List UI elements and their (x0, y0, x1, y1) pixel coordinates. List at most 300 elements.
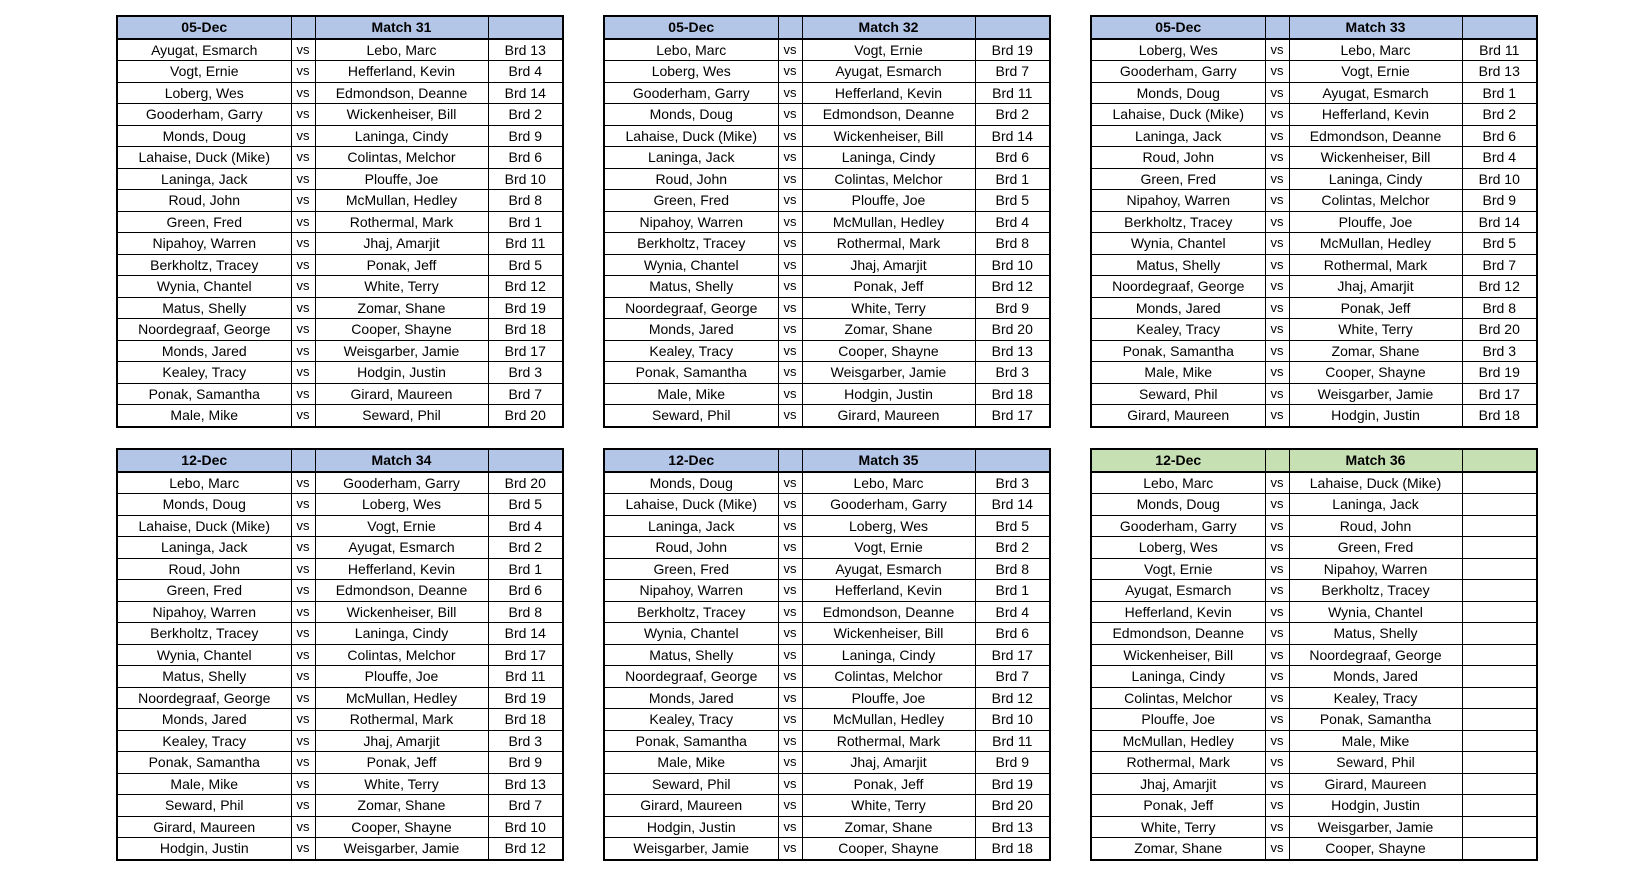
table-row (1091, 816, 1537, 838)
board-cell: Brd 8 (488, 601, 563, 623)
table-row (604, 687, 1050, 709)
player-2-cell: Ayugat, Esmarch (1289, 82, 1462, 104)
board-cell (1462, 838, 1537, 860)
player-2-cell: Ayugat, Esmarch (802, 558, 975, 580)
board-cell: Brd 8 (488, 190, 563, 212)
match-table (1090, 448, 1538, 861)
table-row (604, 319, 1050, 341)
match-date: 05-Dec (117, 16, 291, 39)
board-cell: Brd 17 (975, 644, 1050, 666)
vs-cell: vs (291, 383, 315, 405)
player-2-cell: Plouffe, Joe (315, 168, 488, 190)
player-2-cell: Vogt, Ernie (802, 537, 975, 559)
table-row (117, 601, 563, 623)
vs-cell: vs (778, 644, 802, 666)
player-2-cell: Ponak, Jeff (802, 276, 975, 298)
table-row (117, 773, 563, 795)
board-cell: Brd 13 (488, 773, 563, 795)
board-cell: Brd 5 (975, 190, 1050, 212)
player-2-cell: Girard, Maureen (802, 405, 975, 427)
player-2-cell: Rothermal, Mark (315, 709, 488, 731)
table-row (117, 125, 563, 147)
vs-cell: vs (291, 297, 315, 319)
table-row (117, 190, 563, 212)
player-2-cell: McMullan, Hedley (802, 709, 975, 731)
table-row (604, 104, 1050, 126)
board-cell: Brd 14 (1462, 211, 1537, 233)
player-1-cell: Seward, Phil (1091, 383, 1265, 405)
player-1-cell: Colintas, Melchor (1091, 687, 1265, 709)
match-table (603, 15, 1051, 428)
player-2-cell: Jhaj, Amarjit (1289, 276, 1462, 298)
player-2-cell: White, Terry (315, 773, 488, 795)
player-1-cell: Roud, John (117, 190, 291, 212)
player-2-cell: Ponak, Jeff (315, 752, 488, 774)
player-2-cell: Weisgarber, Jamie (802, 362, 975, 384)
player-1-cell: Gooderham, Garry (117, 104, 291, 126)
player-1-cell: Noordegraaf, George (604, 666, 778, 688)
player-2-cell: Jhaj, Amarjit (802, 752, 975, 774)
table-row (1091, 61, 1537, 83)
board-cell: Brd 6 (488, 580, 563, 602)
player-1-cell: Green, Fred (604, 558, 778, 580)
board-cell: Brd 6 (488, 147, 563, 169)
board-cell: Brd 20 (1462, 319, 1537, 341)
player-1-cell: Laninga, Jack (1091, 125, 1265, 147)
table-row (117, 276, 563, 298)
table-row (1091, 795, 1537, 817)
board-cell: Brd 17 (1462, 383, 1537, 405)
board-cell: Brd 2 (488, 537, 563, 559)
board-cell: Brd 1 (1462, 82, 1537, 104)
vs-cell: vs (1265, 537, 1289, 559)
board-cell: Brd 7 (975, 61, 1050, 83)
player-2-cell: McMullan, Hedley (315, 190, 488, 212)
table-row (1091, 82, 1537, 104)
player-1-cell: Wickenheiser, Bill (1091, 644, 1265, 666)
player-1-cell: Berkholtz, Tracey (1091, 211, 1265, 233)
board-cell: Brd 14 (488, 623, 563, 645)
table-row (117, 211, 563, 233)
player-2-cell: Plouffe, Joe (802, 190, 975, 212)
player-1-cell: Ayugat, Esmarch (117, 39, 291, 61)
vs-cell: vs (1265, 601, 1289, 623)
player-2-cell: Rothermal, Mark (802, 730, 975, 752)
player-2-cell: Girard, Maureen (1289, 773, 1462, 795)
table-row (604, 168, 1050, 190)
table-row (117, 494, 563, 516)
header-blank-cell (291, 449, 315, 472)
player-1-cell: Monds, Jared (604, 319, 778, 341)
player-2-cell: Hefferland, Kevin (315, 558, 488, 580)
player-1-cell: Monds, Doug (604, 472, 778, 494)
board-cell: Brd 3 (488, 362, 563, 384)
board-cell: Brd 17 (975, 405, 1050, 427)
match-date: 05-Dec (1091, 16, 1265, 39)
player-1-cell: Lebo, Marc (117, 472, 291, 494)
player-1-cell: Male, Mike (604, 383, 778, 405)
player-1-cell: Wynia, Chantel (1091, 233, 1265, 255)
player-2-cell: Laninga, Cindy (315, 623, 488, 645)
board-cell: Brd 8 (975, 233, 1050, 255)
player-1-cell: Monds, Doug (1091, 494, 1265, 516)
player-1-cell: Matus, Shelly (1091, 254, 1265, 276)
vs-cell: vs (291, 405, 315, 427)
table-row (604, 816, 1050, 838)
player-2-cell: Zomar, Shane (1289, 340, 1462, 362)
vs-cell: vs (778, 147, 802, 169)
player-2-cell: McMullan, Hedley (1289, 233, 1462, 255)
player-1-cell: Lebo, Marc (1091, 472, 1265, 494)
player-2-cell: Zomar, Shane (315, 297, 488, 319)
player-2-cell: Hefferland, Kevin (802, 580, 975, 602)
vs-cell: vs (1265, 730, 1289, 752)
match-title: Match 36 (1289, 449, 1462, 472)
table-row (1091, 319, 1537, 341)
board-cell: Brd 3 (1462, 340, 1537, 362)
player-2-cell: Plouffe, Joe (802, 687, 975, 709)
table-row (117, 104, 563, 126)
table-row (1091, 494, 1537, 516)
table-row (117, 537, 563, 559)
board-cell: Brd 19 (1462, 362, 1537, 384)
player-2-cell: Colintas, Melchor (1289, 190, 1462, 212)
player-1-cell: Lahaise, Duck (Mike) (604, 494, 778, 516)
board-cell: Brd 2 (975, 537, 1050, 559)
vs-cell: vs (1265, 687, 1289, 709)
board-cell: Brd 1 (488, 558, 563, 580)
board-cell (1462, 515, 1537, 537)
board-cell (1462, 601, 1537, 623)
board-cell: Brd 4 (1462, 147, 1537, 169)
board-cell: Brd 19 (975, 39, 1050, 61)
vs-cell: vs (778, 125, 802, 147)
board-cell: Brd 17 (488, 340, 563, 362)
player-1-cell: Monds, Jared (117, 340, 291, 362)
player-1-cell: Matus, Shelly (604, 276, 778, 298)
table-row (117, 687, 563, 709)
board-cell: Brd 9 (488, 125, 563, 147)
player-1-cell: Loberg, Wes (604, 61, 778, 83)
player-2-cell: White, Terry (802, 795, 975, 817)
player-2-cell: Lahaise, Duck (Mike) (1289, 472, 1462, 494)
player-2-cell: Laninga, Jack (1289, 494, 1462, 516)
player-2-cell: Wickenheiser, Bill (315, 601, 488, 623)
player-1-cell: Laninga, Jack (604, 147, 778, 169)
table-row (604, 773, 1050, 795)
player-1-cell: Girard, Maureen (604, 795, 778, 817)
player-2-cell: Seward, Phil (315, 405, 488, 427)
match-header-row (117, 16, 563, 39)
vs-cell: vs (1265, 340, 1289, 362)
board-cell: Brd 2 (975, 104, 1050, 126)
table-row (604, 254, 1050, 276)
vs-cell: vs (1265, 297, 1289, 319)
player-1-cell: Ponak, Samantha (604, 362, 778, 384)
player-2-cell: Ayugat, Esmarch (315, 537, 488, 559)
board-cell: Brd 8 (975, 558, 1050, 580)
player-1-cell: Gooderham, Garry (604, 82, 778, 104)
vs-cell: vs (778, 276, 802, 298)
player-2-cell: Vogt, Ernie (1289, 61, 1462, 83)
board-cell: Brd 19 (975, 773, 1050, 795)
vs-cell: vs (778, 773, 802, 795)
player-1-cell: Laninga, Jack (604, 515, 778, 537)
table-row (117, 666, 563, 688)
player-1-cell: Noordegraaf, George (604, 297, 778, 319)
vs-cell: vs (1265, 515, 1289, 537)
table-row (117, 340, 563, 362)
board-cell: Brd 14 (975, 494, 1050, 516)
player-1-cell: Berkholtz, Tracey (604, 233, 778, 255)
player-2-cell: Hodgin, Justin (1289, 405, 1462, 427)
vs-cell: vs (1265, 104, 1289, 126)
board-cell: Brd 19 (488, 297, 563, 319)
player-1-cell: Loberg, Wes (1091, 39, 1265, 61)
player-1-cell: Hefferland, Kevin (1091, 601, 1265, 623)
match-title: Match 34 (315, 449, 488, 472)
vs-cell: vs (778, 494, 802, 516)
vs-cell: vs (291, 752, 315, 774)
table-row (1091, 601, 1537, 623)
player-1-cell: Seward, Phil (604, 773, 778, 795)
vs-cell: vs (1265, 773, 1289, 795)
table-row (1091, 211, 1537, 233)
vs-cell: vs (1265, 816, 1289, 838)
match-date: 05-Dec (604, 16, 778, 39)
player-2-cell: Wynia, Chantel (1289, 601, 1462, 623)
vs-cell: vs (291, 125, 315, 147)
player-2-cell: Laninga, Cindy (802, 147, 975, 169)
player-1-cell: Matus, Shelly (604, 644, 778, 666)
board-cell: Brd 3 (488, 730, 563, 752)
player-1-cell: Monds, Doug (1091, 82, 1265, 104)
match-header-row (604, 16, 1050, 39)
player-2-cell: Rothermal, Mark (802, 233, 975, 255)
player-1-cell: Matus, Shelly (117, 297, 291, 319)
table-row (604, 838, 1050, 860)
player-1-cell: Lahaise, Duck (Mike) (117, 147, 291, 169)
vs-cell: vs (291, 494, 315, 516)
board-cell: Brd 11 (488, 666, 563, 688)
table-row (604, 537, 1050, 559)
board-cell (1462, 644, 1537, 666)
table-row (117, 795, 563, 817)
vs-cell: vs (291, 61, 315, 83)
player-2-cell: Weisgarber, Jamie (1289, 383, 1462, 405)
vs-cell: vs (291, 795, 315, 817)
player-2-cell: Laninga, Cindy (315, 125, 488, 147)
header-blank-cell (488, 16, 563, 39)
player-2-cell: Weisgarber, Jamie (315, 838, 488, 860)
table-row (1091, 233, 1537, 255)
player-1-cell: Lebo, Marc (604, 39, 778, 61)
player-2-cell: Rothermal, Mark (1289, 254, 1462, 276)
player-1-cell: Nipahoy, Warren (604, 580, 778, 602)
board-cell: Brd 2 (1462, 104, 1537, 126)
player-2-cell: Noordegraaf, George (1289, 644, 1462, 666)
vs-cell: vs (1265, 644, 1289, 666)
player-2-cell: Ponak, Jeff (1289, 297, 1462, 319)
match-table (116, 15, 564, 428)
player-1-cell: Gooderham, Garry (1091, 61, 1265, 83)
player-2-cell: Zomar, Shane (315, 795, 488, 817)
vs-cell: vs (778, 472, 802, 494)
player-2-cell: Nipahoy, Warren (1289, 558, 1462, 580)
board-cell: Brd 10 (488, 168, 563, 190)
player-2-cell: McMullan, Hedley (315, 687, 488, 709)
vs-cell: vs (291, 816, 315, 838)
board-cell: Brd 5 (488, 254, 563, 276)
board-cell: Brd 5 (975, 515, 1050, 537)
table-row (604, 558, 1050, 580)
player-1-cell: Roud, John (1091, 147, 1265, 169)
table-row (117, 515, 563, 537)
table-row (604, 666, 1050, 688)
vs-cell: vs (291, 168, 315, 190)
table-row (604, 795, 1050, 817)
vs-cell: vs (291, 666, 315, 688)
header-blank-cell (488, 449, 563, 472)
player-1-cell: Matus, Shelly (117, 666, 291, 688)
player-1-cell: Ponak, Samantha (117, 383, 291, 405)
table-row (604, 39, 1050, 61)
table-row (604, 190, 1050, 212)
player-2-cell: Wickenheiser, Bill (802, 623, 975, 645)
table-row (1091, 580, 1537, 602)
match-date: 12-Dec (1091, 449, 1265, 472)
vs-cell: vs (1265, 319, 1289, 341)
vs-cell: vs (1265, 362, 1289, 384)
table-row (604, 644, 1050, 666)
table-row (604, 730, 1050, 752)
board-cell: Brd 10 (488, 816, 563, 838)
player-2-cell: Seward, Phil (1289, 752, 1462, 774)
table-row (1091, 362, 1537, 384)
match-header-row (1091, 449, 1537, 472)
vs-cell: vs (291, 39, 315, 61)
vs-cell: vs (1265, 838, 1289, 860)
player-2-cell: Weisgarber, Jamie (1289, 816, 1462, 838)
table-row (1091, 709, 1537, 731)
vs-cell: vs (1265, 276, 1289, 298)
player-2-cell: Plouffe, Joe (315, 666, 488, 688)
vs-cell: vs (778, 601, 802, 623)
player-1-cell: Green, Fred (604, 190, 778, 212)
vs-cell: vs (778, 297, 802, 319)
player-2-cell: Roud, John (1289, 515, 1462, 537)
vs-cell: vs (778, 319, 802, 341)
board-cell: Brd 17 (488, 644, 563, 666)
vs-cell: vs (291, 82, 315, 104)
player-2-cell: Male, Mike (1289, 730, 1462, 752)
player-2-cell: Edmondson, Deanne (1289, 125, 1462, 147)
player-2-cell: Berkholtz, Tracey (1289, 580, 1462, 602)
player-2-cell: Edmondson, Deanne (315, 580, 488, 602)
board-cell: Brd 20 (975, 319, 1050, 341)
board-cell: Brd 20 (975, 795, 1050, 817)
table-row (604, 601, 1050, 623)
player-2-cell: Kealey, Tracy (1289, 687, 1462, 709)
vs-cell: vs (778, 558, 802, 580)
vs-cell: vs (291, 730, 315, 752)
table-row (1091, 276, 1537, 298)
board-cell: Brd 12 (975, 687, 1050, 709)
board-cell: Brd 19 (488, 687, 563, 709)
table-row (117, 472, 563, 494)
board-cell: Brd 12 (1462, 276, 1537, 298)
table-row (1091, 168, 1537, 190)
board-cell: Brd 18 (1462, 405, 1537, 427)
vs-cell: vs (1265, 168, 1289, 190)
board-cell: Brd 9 (1462, 190, 1537, 212)
board-cell: Brd 3 (975, 472, 1050, 494)
player-1-cell: Berkholtz, Tracey (117, 623, 291, 645)
table-row (117, 297, 563, 319)
vs-cell: vs (291, 254, 315, 276)
player-2-cell: Lebo, Marc (1289, 39, 1462, 61)
table-row (604, 276, 1050, 298)
player-2-cell: Cooper, Shayne (802, 340, 975, 362)
table-row (117, 233, 563, 255)
board-cell: Brd 13 (1462, 61, 1537, 83)
player-2-cell: Colintas, Melchor (315, 147, 488, 169)
board-cell: Brd 4 (975, 211, 1050, 233)
board-cell: Brd 9 (488, 752, 563, 774)
player-1-cell: Seward, Phil (604, 405, 778, 427)
table-row (604, 494, 1050, 516)
vs-cell: vs (291, 276, 315, 298)
board-cell (1462, 752, 1537, 774)
player-2-cell: Colintas, Melchor (315, 644, 488, 666)
player-1-cell: Ayugat, Esmarch (1091, 580, 1265, 602)
vs-cell: vs (778, 190, 802, 212)
table-row (1091, 254, 1537, 276)
player-2-cell: Zomar, Shane (802, 319, 975, 341)
vs-cell: vs (291, 773, 315, 795)
player-1-cell: Kealey, Tracy (604, 709, 778, 731)
header-blank-cell (1462, 449, 1537, 472)
player-1-cell: Hodgin, Justin (604, 816, 778, 838)
player-2-cell: Vogt, Ernie (802, 39, 975, 61)
table-row (604, 405, 1050, 427)
board-cell: Brd 20 (488, 405, 563, 427)
vs-cell: vs (291, 147, 315, 169)
player-2-cell: Colintas, Melchor (802, 168, 975, 190)
player-1-cell: Kealey, Tracy (1091, 319, 1265, 341)
table-row (604, 297, 1050, 319)
player-2-cell: White, Terry (1289, 319, 1462, 341)
vs-cell: vs (291, 515, 315, 537)
vs-cell: vs (778, 687, 802, 709)
board-cell: Brd 18 (488, 319, 563, 341)
table-row (117, 168, 563, 190)
table-row (604, 752, 1050, 774)
vs-cell: vs (291, 190, 315, 212)
vs-cell: vs (291, 838, 315, 860)
vs-cell: vs (778, 666, 802, 688)
board-cell (1462, 580, 1537, 602)
board-cell: Brd 14 (975, 125, 1050, 147)
player-1-cell: Berkholtz, Tracey (604, 601, 778, 623)
player-1-cell: Ponak, Samantha (604, 730, 778, 752)
board-cell: Brd 6 (975, 147, 1050, 169)
vs-cell: vs (1265, 494, 1289, 516)
table-row (1091, 405, 1537, 427)
header-blank-cell (291, 16, 315, 39)
table-row (117, 730, 563, 752)
table-row (117, 838, 563, 860)
